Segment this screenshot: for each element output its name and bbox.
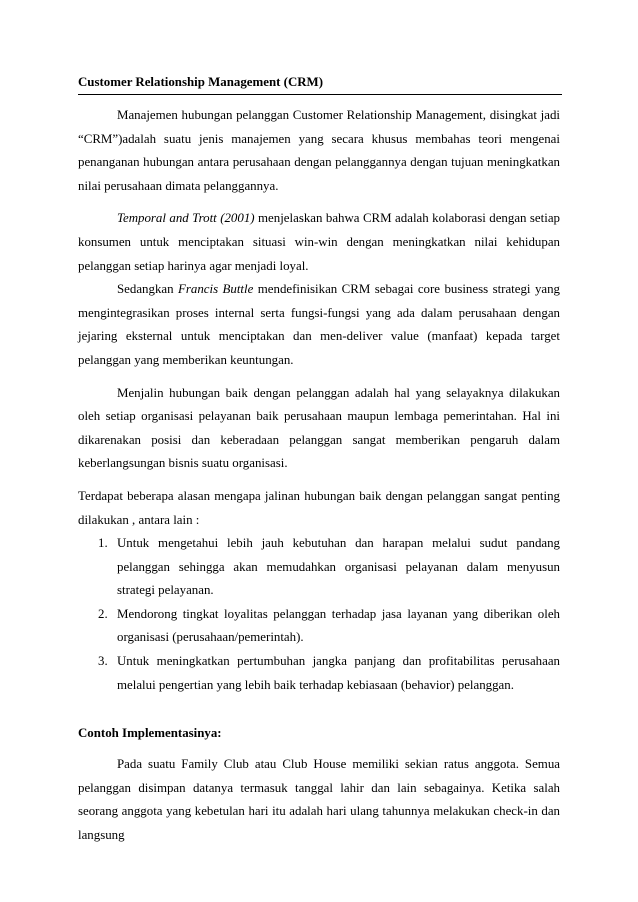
list-item xyxy=(78,650,560,697)
citation-francis-buttle: Francis Buttle xyxy=(178,282,254,297)
paragraph-reasons-intro: Terdapat beberapa alasan mengapa jalinan hubungan baik dengan pelanggan sangat penting dilakukan , antara lain : xyxy=(78,488,560,527)
list-item xyxy=(78,532,560,603)
list-item-number: 2. xyxy=(98,606,108,621)
document-page xyxy=(78,72,560,848)
list-item-number: 1. xyxy=(98,536,108,551)
list-item-text: Untuk meningkatkan pertumbuhan jangka panjang dan profitabilitas perusahaan melalui pengertian yang lebih baik terhadap kebiasaan (behavior) pelanggan. xyxy=(117,654,560,692)
citation-temporal-trott: Temporal and Trott (2001) xyxy=(117,211,255,226)
list-item xyxy=(78,603,560,650)
paragraph-temporal-trott-text: menjelaskan bahwa CRM adalah kolaborasi dengan setiap konsumen untuk menciptakan situasi win-win dengan meningkatkan nilai kehidupan pelanggan setiap harinya agar menjadi loyal. xyxy=(78,211,560,273)
reasons-list xyxy=(78,532,560,697)
list-item-text: Mendorong tingkat loyalitas pelanggan terhadap jasa layanan yang diberikan oleh organisasi (perusahaan/pemerintah). xyxy=(117,606,560,645)
paragraph-francis-buttle-text: mendefinisikan CRM sebagai core business strategi yang mengintegrasikan proses internal serta fungsi-fungsi yang ada dalam perusahaan dengan jejaring eksternal untuk menciptakan dan men-deliver value (manfaat) kepada target pelanggan yang memberikan keuntungan. xyxy=(78,282,560,367)
paragraph-temporal-trott xyxy=(78,207,560,278)
paragraph-crm-definition: Manajemen hubungan pelanggan Customer Relationship Management, disingkat jadi “CRM”)adalah suatu jenis manajemen yang secara khusus membahas teori mengenai penanganan hubungan antara perusahaan dengan pelanggannya dengan tujuan meningkatkan nilai perusahaan dimata pelanggannya. xyxy=(78,108,560,193)
heading-rule xyxy=(78,94,562,95)
section-heading: Customer Relationship Management (CRM) xyxy=(78,75,324,89)
paragraph-implementation: Pada suatu Family Club atau Club House memiliki sekian ratus anggota. Semua pelanggan disimpan datanya termasuk tanggal lahir dan lain sebagainya. Ketika salah seorang anggota yang kebetulan hari itu adalah hari ulang tahunnya melakukan check-in dan langsung xyxy=(78,757,560,843)
paragraph-francis-buttle-start: Sedangkan xyxy=(117,282,178,297)
paragraph-francis-buttle xyxy=(78,278,560,372)
list-item-text: Untuk mengetahui lebih jauh kebutuhan dan harapan melalui sudut pandang pelanggan sehingga akan memudahkan organisasi pelayanan dalam menyusun strategi pelayanan. xyxy=(117,536,560,598)
list-item-number: 3. xyxy=(98,654,108,669)
paragraph-relationship: Menjalin hubungan baik dengan pelanggan adalah hal yang selayaknya dilakukan oleh setiap organisasi pelayanan baik perusahaan maupun lembaga pemerintahan. Hal ini dikarenakan posisi dan keberadaan pelanggan sangat memberikan pengaruh dalam keberlangsungan bisnis suatu organisasi. xyxy=(78,385,560,471)
section-heading-implementation: Contoh Implementasinya: xyxy=(78,726,222,741)
